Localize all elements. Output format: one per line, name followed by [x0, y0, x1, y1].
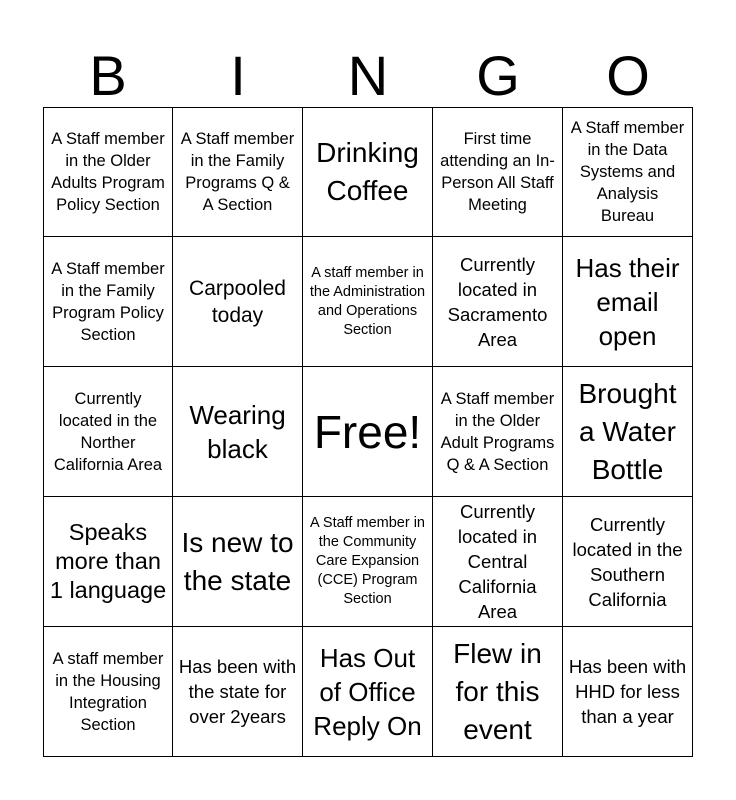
bingo-cell[interactable] — [433, 497, 563, 627]
bingo-cell[interactable] — [433, 367, 563, 497]
cell-text: Has been with the state for over 2years — [178, 656, 297, 727]
header-letter-n: N — [347, 44, 389, 107]
cell-text: First time attending an In-Person All Staff Meeting — [440, 130, 555, 214]
cell-text: Wearing black — [189, 399, 286, 464]
bingo-header — [43, 45, 693, 107]
cell-text: Carpooled today — [189, 276, 286, 327]
bingo-cell[interactable] — [43, 237, 173, 367]
cell-text: A Staff member in the Family Programs Q & A Section — [180, 130, 295, 214]
bingo-cell[interactable] — [433, 107, 563, 237]
bingo-cell[interactable] — [173, 107, 303, 237]
cell-text: A Staff member in the Data Systems and Analysis Bureau — [570, 119, 685, 225]
bingo-cell[interactable] — [563, 497, 693, 627]
bingo-cell[interactable] — [303, 627, 433, 757]
cell-text: Currently located in Central California Area — [457, 501, 538, 622]
cell-text: A Staff member in the Community Care Expansion (CCE) Program Section — [310, 515, 425, 607]
bingo-cell[interactable] — [173, 497, 303, 627]
bingo-cell[interactable] — [303, 107, 433, 237]
bingo-cell[interactable] — [433, 237, 563, 367]
cell-text: Currently located in the Norther California Area — [53, 389, 163, 474]
cell-text: Brought a Water Bottle — [578, 377, 677, 485]
cell-text: A staff member in the Housing Integration Section — [52, 649, 164, 734]
bingo-cell[interactable] — [173, 367, 303, 497]
cell-text: A Staff member in the Older Adults Program Policy Section — [51, 130, 165, 214]
header-letter-i: I — [230, 44, 246, 107]
cell-text: Has their email open — [575, 252, 680, 351]
bingo-cell[interactable] — [563, 627, 693, 757]
cell-text: A Staff member in the Family Program Policy Section — [51, 259, 165, 344]
bingo-cell[interactable] — [43, 497, 173, 627]
bingo-cell[interactable] — [563, 367, 693, 497]
cell-text: Currently located in the Southern California — [572, 513, 683, 610]
bingo-board — [43, 107, 693, 757]
cell-text: Currently located in Sacramento Area — [447, 253, 548, 350]
cell-text: Is new to the state — [181, 526, 294, 596]
bingo-cell[interactable] — [43, 367, 173, 497]
cell-text: Drinking Coffee — [316, 137, 419, 206]
bingo-cell[interactable] — [563, 107, 693, 237]
bingo-cell[interactable] — [303, 237, 433, 367]
header-letter-o: O — [606, 44, 650, 107]
bingo-cell[interactable] — [173, 627, 303, 757]
cell-text: Flew in for this event — [453, 637, 542, 745]
header-letter-g: G — [476, 44, 520, 107]
cell-text: Has Out of Office Reply On — [313, 642, 422, 741]
bingo-cell[interactable] — [43, 107, 173, 237]
cell-text: A Staff member in the Older Adult Programs Q & A Section — [440, 389, 555, 474]
bingo-cell[interactable] — [173, 237, 303, 367]
free-space[interactable] — [303, 367, 433, 497]
bingo-cell[interactable] — [43, 627, 173, 757]
bingo-cell[interactable] — [563, 237, 693, 367]
bingo-cell[interactable] — [303, 497, 433, 627]
free-text: Free! — [313, 405, 422, 458]
cell-text: A staff member in the Administration and Operations Section — [309, 264, 426, 338]
bingo-cell[interactable] — [433, 627, 563, 757]
cell-text: Speaks more than 1 language — [49, 519, 167, 603]
header-letter-b: B — [89, 44, 127, 107]
cell-text: Has been with HHD for less than a year — [568, 656, 687, 727]
